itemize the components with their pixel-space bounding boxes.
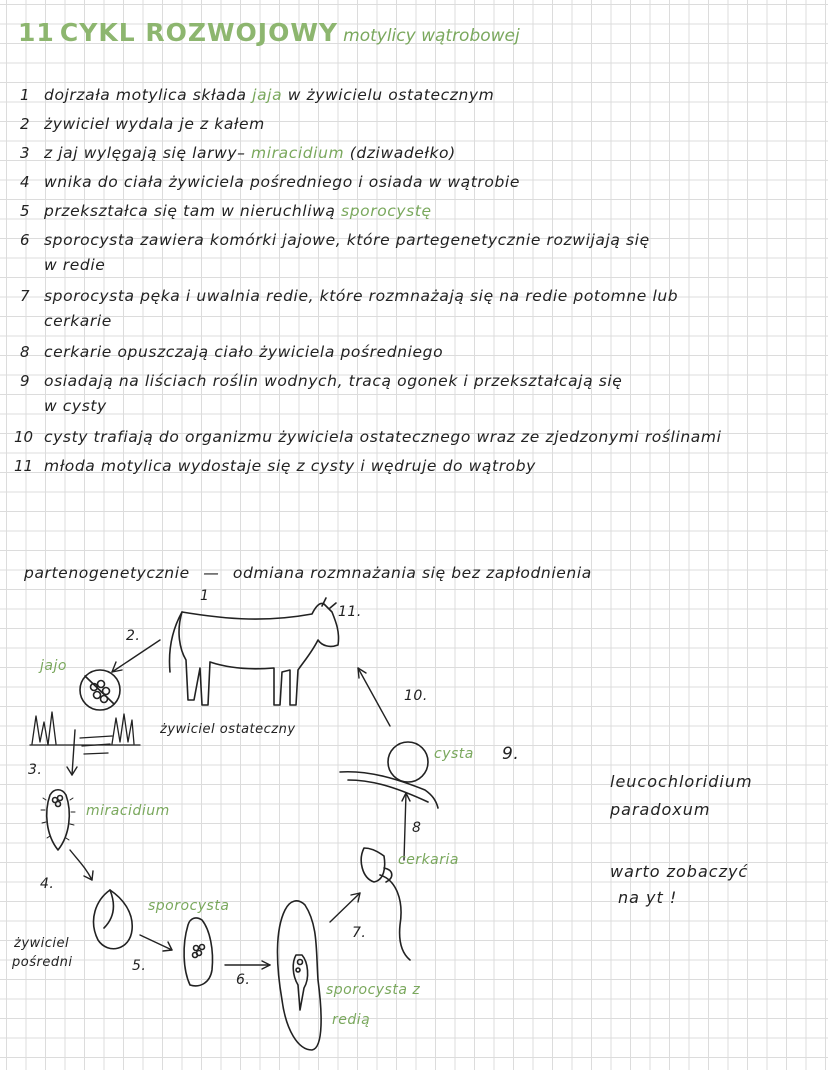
label-zywiciel-ostateczny: żywiciel ostateczny (160, 722, 296, 737)
title-number: 11 (18, 18, 55, 47)
cyst-drawing (340, 742, 438, 808)
step-number: 10 (14, 428, 34, 446)
tip-line-1: warto zobaczyć (610, 862, 749, 881)
label-redia: redią (332, 1012, 371, 1028)
step-number: 3 (20, 144, 30, 162)
step-number: 7 (20, 287, 30, 305)
diagram-step-3: 3. (28, 762, 43, 778)
label-cerkaria: cerkaria (398, 852, 459, 868)
step-text-part: żywiciel wydala je z kałem (44, 115, 265, 133)
diagram-step-2: 2. (126, 628, 141, 644)
step-number: 5 (20, 202, 30, 220)
label-cysta: cysta (434, 746, 474, 762)
step-number: 11 (14, 457, 34, 475)
step-highlight: sporocystę (341, 202, 432, 220)
step-continuation: w redie (44, 256, 106, 274)
step-number: 2 (20, 115, 30, 133)
egg-drawing (80, 670, 120, 710)
diagram-step-10: 10. (404, 688, 428, 704)
step-text-part: w żywicielu ostatecznym (282, 86, 495, 104)
step-highlight: jaja (252, 86, 283, 104)
label-jajo: jajo (40, 658, 67, 674)
step-number: 8 (20, 343, 30, 361)
diagram-step-6: 6. (236, 972, 251, 988)
snail-drawing (94, 890, 133, 949)
definition-text: odmiana rozmnażania się bez zapłodnienia (232, 564, 592, 582)
diagram-step-7: 7. (352, 925, 367, 941)
sporocyst-drawing (184, 918, 212, 986)
grass-drawing (30, 712, 140, 754)
step-text-part: dojrzała motylica składa (44, 86, 253, 104)
step-text-part: cerkarie opuszczają ciało żywiciela pośredniego (44, 343, 444, 361)
diagram-step-9: 9. (502, 744, 520, 764)
title-main: CYKL ROZWOJOWY (59, 18, 339, 47)
step-continuation: w cysty (44, 397, 107, 415)
title-subtitle: motylicy wątrobowej (343, 26, 520, 46)
diagram-step-5: 5. (132, 958, 147, 974)
label-posredni: pośredni (12, 955, 73, 970)
step-text-part: z jaj wylęgają się larwy– (44, 144, 252, 162)
step-text-part: sporocysta zawiera komórki jajowe, które partegenetycznie rozwijają się (44, 231, 650, 249)
step-continuation: cerkarie (44, 312, 112, 330)
step-text-part: sporocysta pęka i uwalnia redie, które rozmnażają się na redie potomne lub (44, 287, 679, 305)
definition-term: partenogenetycznie (24, 564, 190, 582)
step-text-part: cysty trafiają do organizmu żywiciela ostatecznego wraz ze zjedzonymi roślinami (44, 428, 722, 446)
label-miracidium: miracidium (86, 803, 170, 819)
diagram-step-1: 1 (200, 588, 210, 604)
species-name-1: leucochloridium (610, 772, 753, 791)
step-number: 4 (20, 173, 30, 191)
step-number: 1 (20, 86, 30, 104)
step-highlight: miracidium (251, 144, 345, 162)
species-name-2: paradoxum (610, 800, 711, 819)
label-sporocysta-z: sporocysta z (326, 982, 421, 998)
step-text-part: młoda motylica wydostaje się z cysty i wędruje do wątroby (44, 457, 536, 475)
label-sporocysta: sporocysta (148, 898, 230, 914)
step-text-part: osiadają na liściach roślin wodnych, tracą ogonek i przekształcają się (44, 372, 623, 390)
tip-line-2: na yt ! (618, 888, 678, 907)
diagram-step-8: 8 (412, 820, 422, 836)
definition-dash: — (203, 564, 220, 582)
step-text-part: przekształca się tam w nieruchliwą (44, 202, 342, 220)
sporocyst-redia-drawing (277, 901, 321, 1050)
cow-drawing (170, 598, 339, 705)
diagram-step-4: 4. (40, 876, 55, 892)
step-text-part: (dziwadełko) (344, 144, 456, 162)
label-zywiciel: żywiciel (14, 936, 70, 951)
step-text-part: wnika do ciała żywiciela pośredniego i osiada w wątrobie (44, 173, 520, 191)
miracidium-drawing (41, 790, 75, 850)
diagram-step-11: 11. (338, 604, 362, 620)
step-number: 6 (20, 231, 30, 249)
step-number: 9 (20, 372, 30, 390)
